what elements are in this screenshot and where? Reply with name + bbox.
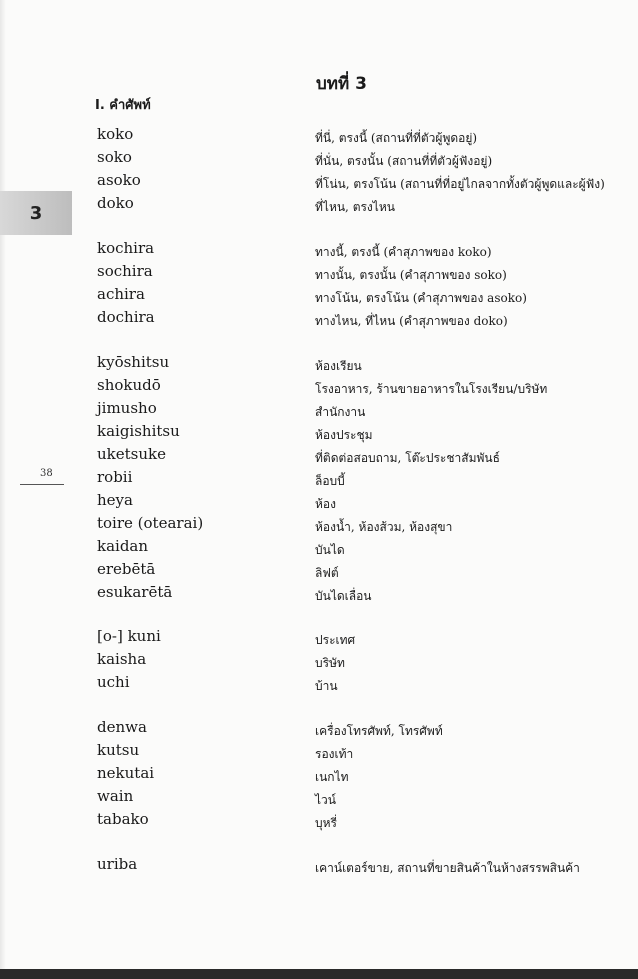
vocab-term: kaidan [97,537,149,555]
vocab-term: koko [97,125,134,143]
vocab-term: denwa [97,718,147,736]
bottom-scan-edge [0,969,638,979]
vocab-meaning: บ้าน [315,679,338,693]
vocab-meaning: ประเทศ [315,633,356,647]
vocab-meaning: เครื่องโทรศัพท์, โทรศัพท์ [315,724,443,738]
vocab-meaning: บริษัท [315,656,345,670]
vocab-term: asoko [97,171,141,189]
vocab-term: erebētā [97,560,156,578]
vocab-term: soko [97,148,132,166]
vocab-term: [o-] kuni [97,627,161,645]
chapter-tab-number: 3 [29,202,43,224]
vocab-meaning: ที่ติดต่อสอบถาม, โต๊ะประชาสัมพันธ์ [315,451,500,465]
vocab-meaning: ที่โน่น, ตรงโน้น (สถานที่ที่อยู่ไกลจากทั้งตัวผู้พูดและผู้ฟัง) [315,177,605,191]
vocab-term: achira [97,285,145,303]
vocab-term: toire (otearai) [97,514,204,532]
vocab-meaning: เคาน์เตอร์ขาย, สถานที่ขายสินค้าในห้างสรรพสินค้า [315,861,580,875]
vocab-term: uchi [97,673,130,691]
vocab-term: esukarētā [97,583,173,601]
vocab-meaning: ทางโน้น, ตรงโน้น (คำสุภาพของ asoko) [315,291,527,305]
vocab-meaning: ห้องเรียน [315,359,362,373]
vocab-term: nekutai [97,764,155,782]
vocab-meaning: บันได [315,543,345,557]
vocab-term: shokudō [97,376,161,394]
section-heading: I. คำศัพท์ [95,98,151,113]
vocab-term: kutsu [97,741,140,759]
page-title: บทที่ 3 [316,74,367,94]
vocab-term: uketsuke [97,445,166,463]
vocab-term: dochira [97,308,155,326]
vocab-meaning: ที่นี่, ตรงนี้ (สถานที่ที่ตัวผู้พูดอยู่) [315,131,478,145]
chapter-tab [0,191,72,235]
vocab-term: heya [97,491,133,509]
vocab-term: robii [97,468,133,486]
page-number: 38 [40,468,53,479]
vocab-meaning: ทางไหน, ที่ไหน (คำสุภาพของ doko) [315,314,508,328]
vocab-meaning: ที่นั่น, ตรงนั้น (สถานที่ที่ตัวผู้ฟังอยู่) [315,154,493,168]
vocab-term: tabako [97,810,149,828]
page-number-rule [20,484,64,485]
vocab-term: jimusho [97,399,157,417]
vocab-meaning: ทางนี้, ตรงนี้ (คำสุภาพของ koko) [315,245,492,259]
vocab-meaning: ทางนั้น, ตรงนั้น (คำสุภาพของ soko) [315,268,507,282]
vocab-meaning: ไวน์ [315,793,336,807]
vocab-meaning: ห้อง [315,497,336,511]
vocab-meaning: บุหรี่ [315,816,337,830]
vocab-meaning: ลิฟต์ [315,566,339,580]
vocab-term: sochira [97,262,153,280]
vocab-meaning: บันไดเลื่อน [315,589,372,603]
vocab-term: wain [97,787,134,805]
vocab-term: kaigishitsu [97,422,180,440]
vocab-meaning: ห้องน้ำ, ห้องส้วม, ห้องสุขา [315,520,453,534]
vocab-meaning: เนกไท [315,770,349,784]
vocab-term: kochira [97,239,155,257]
vocab-term: kyōshitsu [97,353,170,371]
vocab-term: kaisha [97,650,147,668]
vocab-meaning: สำนักงาน [315,405,366,419]
vocab-meaning: ที่ไหน, ตรงไหน [315,200,395,214]
page-margin-shadow [0,0,6,979]
vocab-meaning: ล็อบบี้ [315,474,345,488]
vocab-meaning: ห้องประชุม [315,428,373,442]
vocab-term: uriba [97,855,138,873]
vocab-meaning: รองเท้า [315,747,354,761]
vocab-meaning: โรงอาหาร, ร้านขายอาหารในโรงเรียน/บริษัท [315,382,548,396]
vocab-term: doko [97,194,134,212]
